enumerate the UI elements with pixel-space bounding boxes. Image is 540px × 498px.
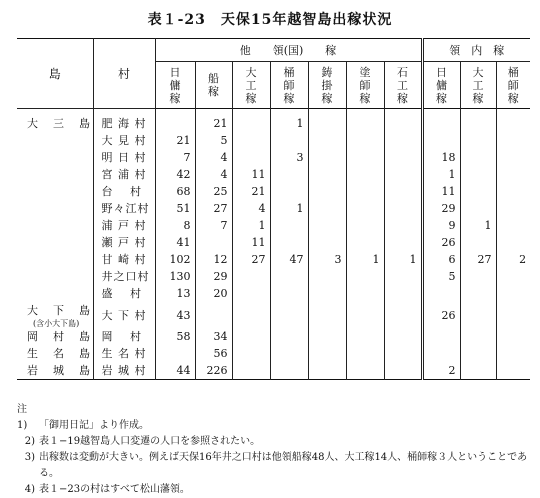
value-cell: [346, 183, 384, 200]
table-row: [17, 234, 530, 251]
value-cell: [308, 302, 346, 328]
value-cell: [460, 234, 496, 251]
value-cell: [496, 132, 530, 149]
table-row: [17, 362, 530, 380]
value-cell: [384, 268, 422, 285]
value-cell: [308, 200, 346, 217]
value-cell: [496, 328, 530, 345]
value-cell: 1: [460, 217, 496, 234]
value-cell: [460, 302, 496, 328]
value-cell: [460, 362, 496, 380]
value-cell: [384, 345, 422, 362]
footnote-number: 注 1): [17, 404, 28, 431]
header-col-outside-2: 大 工 稼: [232, 62, 270, 109]
value-cell: [232, 109, 270, 133]
value-cell: 29: [422, 200, 460, 217]
value-cell: 34: [195, 328, 232, 345]
table-row: [17, 200, 530, 217]
value-cell: 12: [195, 251, 232, 268]
value-cell: 58: [155, 328, 195, 345]
footnote-number: 4): [24, 484, 35, 495]
value-cell: 6: [422, 251, 460, 268]
value-cell: [384, 183, 422, 200]
island-cell: [17, 132, 93, 149]
value-cell: [308, 268, 346, 285]
footnote: [17, 482, 532, 498]
island-cell: [17, 328, 93, 345]
value-cell: 18: [422, 149, 460, 166]
value-cell: [308, 109, 346, 133]
island-cell: [17, 109, 93, 133]
value-cell: [460, 200, 496, 217]
village-name: 野々江村: [93, 200, 155, 217]
value-cell: [270, 302, 308, 328]
footnote-text: 表１−19越智島人口変遷の人口を参照されたい。: [39, 436, 261, 447]
value-cell: [496, 109, 530, 133]
village-name: 台 村: [93, 183, 155, 200]
value-cell: [346, 149, 384, 166]
table-row: [17, 285, 530, 302]
value-cell: 5: [422, 268, 460, 285]
village-name: 岩 城 村: [93, 362, 155, 380]
value-cell: [308, 345, 346, 362]
value-cell: 4: [195, 166, 232, 183]
value-cell: [308, 183, 346, 200]
value-cell: [308, 234, 346, 251]
value-cell: 226: [195, 362, 232, 380]
footnote-text: 「御用日記」より作成。: [39, 420, 149, 431]
value-cell: [496, 302, 530, 328]
value-cell: [270, 345, 308, 362]
value-cell: [270, 285, 308, 302]
table-row: [17, 251, 530, 268]
table-row: [17, 302, 530, 328]
header-col-outside-3: 桶 師 稼: [270, 62, 308, 109]
value-cell: [384, 362, 422, 380]
value-cell: 2: [422, 362, 460, 380]
island-cell: [17, 149, 93, 166]
village-name: 盛 村: [93, 285, 155, 302]
value-cell: [308, 328, 346, 345]
value-cell: 3: [308, 251, 346, 268]
header-outside-group: 他 領(国) 稼: [155, 39, 422, 62]
value-cell: [460, 109, 496, 133]
island-name: 大 下 島: [27, 304, 92, 317]
value-cell: 21: [232, 183, 270, 200]
header-inside-group: 領 内 稼: [422, 39, 530, 62]
island-cell: [17, 362, 93, 380]
table-row: [17, 166, 530, 183]
value-cell: 43: [155, 302, 195, 328]
value-cell: 44: [155, 362, 195, 380]
value-cell: [232, 268, 270, 285]
value-cell: 4: [195, 149, 232, 166]
value-cell: [422, 345, 460, 362]
value-cell: 1: [422, 166, 460, 183]
island-name: 生 名 島: [27, 347, 92, 360]
footnote-number: 2): [24, 436, 35, 447]
value-cell: [496, 268, 530, 285]
footnotes: [17, 402, 532, 498]
value-cell: [270, 183, 308, 200]
header-col-inside-2: 桶 師 稼: [496, 62, 530, 109]
value-cell: 9: [422, 217, 460, 234]
value-cell: [346, 200, 384, 217]
value-cell: 2: [496, 251, 530, 268]
value-cell: 102: [155, 251, 195, 268]
value-cell: [384, 328, 422, 345]
island-cell: [17, 166, 93, 183]
value-cell: 11: [232, 166, 270, 183]
table-row: [17, 217, 530, 234]
value-cell: [496, 345, 530, 362]
value-cell: [460, 285, 496, 302]
value-cell: [496, 200, 530, 217]
value-cell: [308, 132, 346, 149]
value-cell: [270, 166, 308, 183]
value-cell: [384, 149, 422, 166]
value-cell: [346, 285, 384, 302]
table-row: [17, 149, 530, 166]
value-cell: [384, 166, 422, 183]
value-cell: 1: [270, 109, 308, 133]
value-cell: [460, 149, 496, 166]
value-cell: 5: [195, 132, 232, 149]
value-cell: [384, 234, 422, 251]
value-cell: [460, 166, 496, 183]
value-cell: [270, 362, 308, 380]
island-cell: [17, 268, 93, 285]
village-name: 甘 崎 村: [93, 251, 155, 268]
value-cell: [308, 217, 346, 234]
value-cell: 8: [155, 217, 195, 234]
island-cell: [17, 345, 93, 362]
value-cell: [422, 109, 460, 133]
island-name: 大 三 島: [27, 117, 92, 130]
value-cell: 13: [155, 285, 195, 302]
value-cell: [346, 234, 384, 251]
value-cell: [422, 132, 460, 149]
table-row: [17, 109, 530, 133]
value-cell: 7: [155, 149, 195, 166]
value-cell: [195, 234, 232, 251]
table-row: [17, 183, 530, 200]
value-cell: 130: [155, 268, 195, 285]
value-cell: [346, 132, 384, 149]
value-cell: [232, 345, 270, 362]
village-name: 生 名 村: [93, 345, 155, 362]
value-cell: [384, 200, 422, 217]
value-cell: [155, 109, 195, 133]
value-cell: [496, 166, 530, 183]
island-cell: [17, 234, 93, 251]
value-cell: [460, 328, 496, 345]
value-cell: [496, 234, 530, 251]
island-cell: [17, 200, 93, 217]
value-cell: 21: [155, 132, 195, 149]
village-name: 浦 戸 村: [93, 217, 155, 234]
table-row: [17, 328, 530, 345]
value-cell: [270, 234, 308, 251]
value-cell: [422, 328, 460, 345]
value-cell: [270, 217, 308, 234]
value-cell: [270, 132, 308, 149]
table-row: [17, 268, 530, 285]
value-cell: 3: [270, 149, 308, 166]
value-cell: [346, 362, 384, 380]
island-cell: [17, 183, 93, 200]
value-cell: [155, 345, 195, 362]
value-cell: [232, 328, 270, 345]
footnote: [17, 402, 532, 434]
header-col-outside-0: 日 傭 稼: [155, 62, 195, 109]
value-cell: [496, 183, 530, 200]
header-village: 村: [93, 39, 155, 109]
island-name: 岩 城 島: [27, 364, 92, 377]
value-cell: [384, 302, 422, 328]
value-cell: 11: [422, 183, 460, 200]
value-cell: [496, 285, 530, 302]
value-cell: [232, 149, 270, 166]
value-cell: [346, 302, 384, 328]
value-cell: [496, 217, 530, 234]
value-cell: 29: [195, 268, 232, 285]
value-cell: [346, 345, 384, 362]
value-cell: [232, 132, 270, 149]
table-header: [17, 39, 530, 109]
table-title: 表１-23 天保15年越智島出稼状況: [147, 12, 393, 28]
value-cell: 27: [460, 251, 496, 268]
dekasegi-table: [17, 38, 530, 380]
island-cell: [17, 217, 93, 234]
value-cell: [232, 362, 270, 380]
value-cell: [346, 328, 384, 345]
header-col-outside-4: 鋳 掛 稼: [308, 62, 346, 109]
island-name: 岡 村 島: [27, 330, 92, 343]
value-cell: [496, 149, 530, 166]
header-col-outside-1: 船 稼: [195, 62, 232, 109]
footnote-number: 3): [24, 452, 35, 463]
footnote: [17, 450, 532, 482]
value-cell: [460, 345, 496, 362]
value-cell: [232, 302, 270, 328]
value-cell: [460, 268, 496, 285]
header-col-inside-0: 日 傭 稼: [422, 62, 460, 109]
value-cell: 41: [155, 234, 195, 251]
value-cell: 68: [155, 183, 195, 200]
value-cell: [270, 268, 308, 285]
value-cell: [422, 285, 460, 302]
value-cell: 21: [195, 109, 232, 133]
value-cell: [308, 149, 346, 166]
footnote-text: 表１−23の村はすべて松山藩領。: [39, 484, 190, 495]
value-cell: [460, 183, 496, 200]
value-cell: 1: [346, 251, 384, 268]
header-island: 島: [17, 39, 93, 109]
value-cell: [384, 285, 422, 302]
table-body: [17, 109, 530, 380]
footnote: [17, 434, 532, 450]
value-cell: [270, 328, 308, 345]
value-cell: [460, 132, 496, 149]
value-cell: 1: [270, 200, 308, 217]
value-cell: [346, 109, 384, 133]
village-name: 井之口村: [93, 268, 155, 285]
value-cell: [346, 268, 384, 285]
village-name: 宮 浦 村: [93, 166, 155, 183]
village-name: 岡 村: [93, 328, 155, 345]
island-cell: [17, 302, 93, 328]
header-col-outside-5: 塗 師 稼: [346, 62, 384, 109]
village-name: 明 日 村: [93, 149, 155, 166]
value-cell: 47: [270, 251, 308, 268]
value-cell: 1: [232, 217, 270, 234]
header-col-outside-6: 石 工 稼: [384, 62, 422, 109]
value-cell: 27: [232, 251, 270, 268]
value-cell: 27: [195, 200, 232, 217]
value-cell: [384, 132, 422, 149]
village-name: 瀬 戸 村: [93, 234, 155, 251]
table-row: [17, 132, 530, 149]
value-cell: [195, 302, 232, 328]
value-cell: 4: [232, 200, 270, 217]
value-cell: 26: [422, 234, 460, 251]
header-col-inside-1: 大 工 稼: [460, 62, 496, 109]
village-name: 大 下 村: [93, 302, 155, 328]
island-cell: [17, 251, 93, 268]
value-cell: [308, 166, 346, 183]
value-cell: 7: [195, 217, 232, 234]
value-cell: [384, 217, 422, 234]
value-cell: [346, 217, 384, 234]
village-name: 大 見 村: [93, 132, 155, 149]
value-cell: 11: [232, 234, 270, 251]
value-cell: [308, 285, 346, 302]
value-cell: 25: [195, 183, 232, 200]
value-cell: 1: [384, 251, 422, 268]
value-cell: [496, 362, 530, 380]
value-cell: 51: [155, 200, 195, 217]
value-cell: [346, 166, 384, 183]
value-cell: 20: [195, 285, 232, 302]
value-cell: [384, 109, 422, 133]
table-row: [17, 345, 530, 362]
value-cell: 42: [155, 166, 195, 183]
value-cell: [232, 285, 270, 302]
island-note: (含小大下島): [33, 319, 80, 328]
footnote-text: 出稼数は変動が大きい。例えば天保16年井之口村は他領船稼48人、大工稼14人、桶師稼３人ということである。: [39, 452, 528, 479]
value-cell: [308, 362, 346, 380]
value-cell: 26: [422, 302, 460, 328]
value-cell: 56: [195, 345, 232, 362]
island-cell: [17, 285, 93, 302]
village-name: 肥 海 村: [93, 109, 155, 133]
